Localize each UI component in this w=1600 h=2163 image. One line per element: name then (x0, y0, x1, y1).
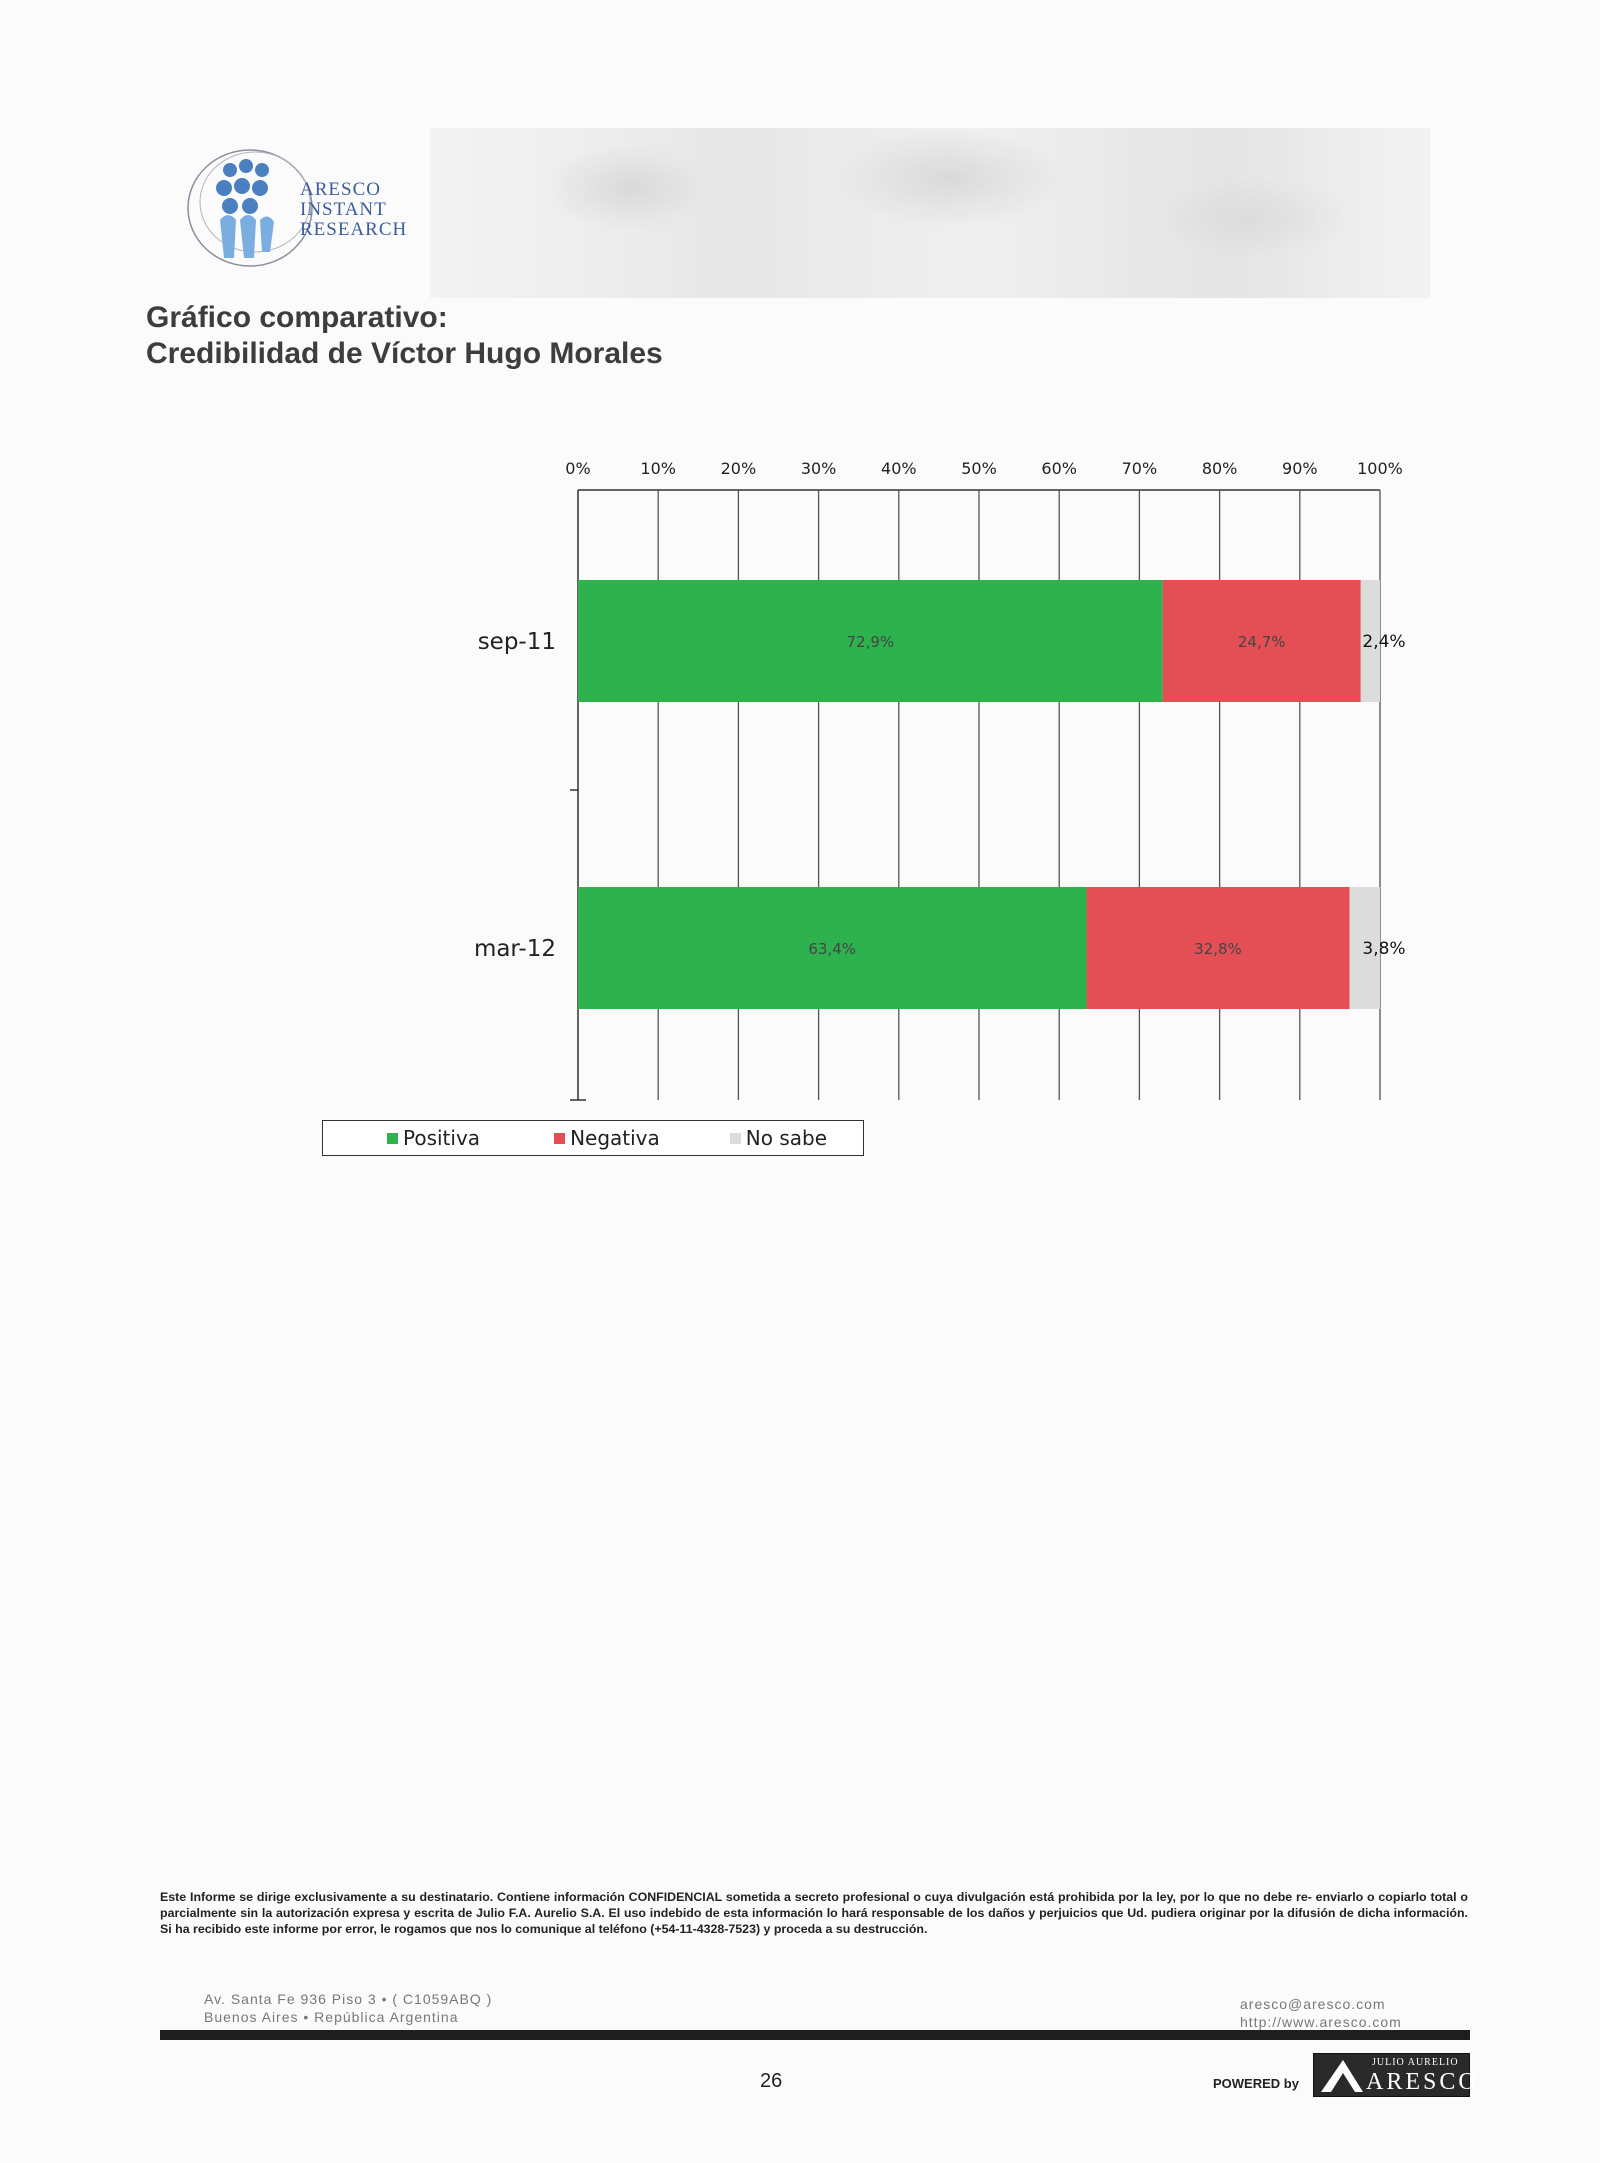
data-label: 3,8% (1362, 939, 1406, 959)
data-label: 63,4% (808, 940, 857, 958)
address-block (204, 1990, 492, 2026)
aresco-brand-logo (1313, 2053, 1479, 2097)
x-tick-label: 40% (881, 459, 917, 478)
powered-by-label: POWERED by (1213, 2076, 1299, 2091)
chart-legend (322, 1120, 864, 1156)
contact-block (1240, 1995, 1402, 2031)
x-tick-label: 0% (565, 459, 591, 478)
category-label: sep-11 (477, 629, 556, 655)
address-line-1: Av. Santa Fe 936 Piso 3 • ( C1059ABQ ) (204, 1991, 493, 2007)
title-line-1: Gráfico comparativo: (146, 301, 448, 334)
data-label: 72,9% (846, 633, 895, 651)
x-tick-label: 80% (1201, 459, 1238, 478)
category-label: mar-12 (473, 936, 556, 962)
triangle-logo-icon (1317, 2055, 1367, 2095)
x-tick-label: 90% (1282, 459, 1318, 478)
logo-line-1: ARESCO (300, 179, 381, 200)
data-label: 2,4% (1362, 632, 1406, 652)
title-line-2: Credibilidad de Víctor Hugo Morales (146, 337, 663, 370)
legend-swatch (387, 1133, 398, 1144)
legend-item (387, 1126, 480, 1150)
legend-item (730, 1126, 827, 1150)
legend-swatch (554, 1133, 565, 1144)
page-number: 26 (760, 2070, 783, 2092)
logo-line-2: INSTANT (300, 199, 387, 220)
legend-item (554, 1126, 660, 1150)
x-tick-label: 70% (1121, 459, 1158, 478)
data-label: 32,8% (1194, 940, 1242, 958)
brand-top-text: JULIO AURELIO (1372, 2057, 1459, 2068)
data-label: 24,7% (1237, 633, 1286, 651)
logo-line-3: RESEARCH (300, 219, 408, 240)
brand-main-text: ARESCO (1366, 2069, 1479, 2095)
confidentiality-disclaimer: Este Informe se dirige exclusivamente a su destinatario. Contiene información CONFIDENCIAL sometida a secreto profesional o cuya divulgación está prohibida por la ley, por lo que no debe re- enviarlo o copiarlo total o parcialmente sin la autorización expresa y escrita de Julio F.A. Aurelio S.A. El uso indebido de esta información lo hará responsable de los daños y perjuicios que Ud. pudiera originar por la difusión de dicha información. Si ha recibido este informe por error, le rogamos que nos lo comunique al teléfono (+54-11-4328-7523) y proceda a su destrucción. (160, 1890, 1468, 1936)
email-text: aresco@aresco.com (1240, 1996, 1386, 2012)
x-tick-label: 10% (640, 459, 676, 478)
legend-label: Positiva (403, 1126, 481, 1150)
legend-label: Negativa (570, 1126, 660, 1150)
x-tick-label: 100% (1357, 459, 1403, 478)
x-tick-label: 60% (1041, 459, 1077, 478)
address-line-2: Buenos Aires • República Argentina (204, 2009, 459, 2025)
legend-swatch (730, 1133, 741, 1144)
legend-label: No sabe (745, 1126, 828, 1150)
x-tick-label: 20% (720, 459, 757, 478)
website-text: http://www.aresco.com (1240, 2014, 1402, 2030)
footer-divider (160, 2030, 1470, 2040)
x-tick-label: 30% (800, 459, 837, 478)
x-tick-label: 50% (961, 459, 997, 478)
